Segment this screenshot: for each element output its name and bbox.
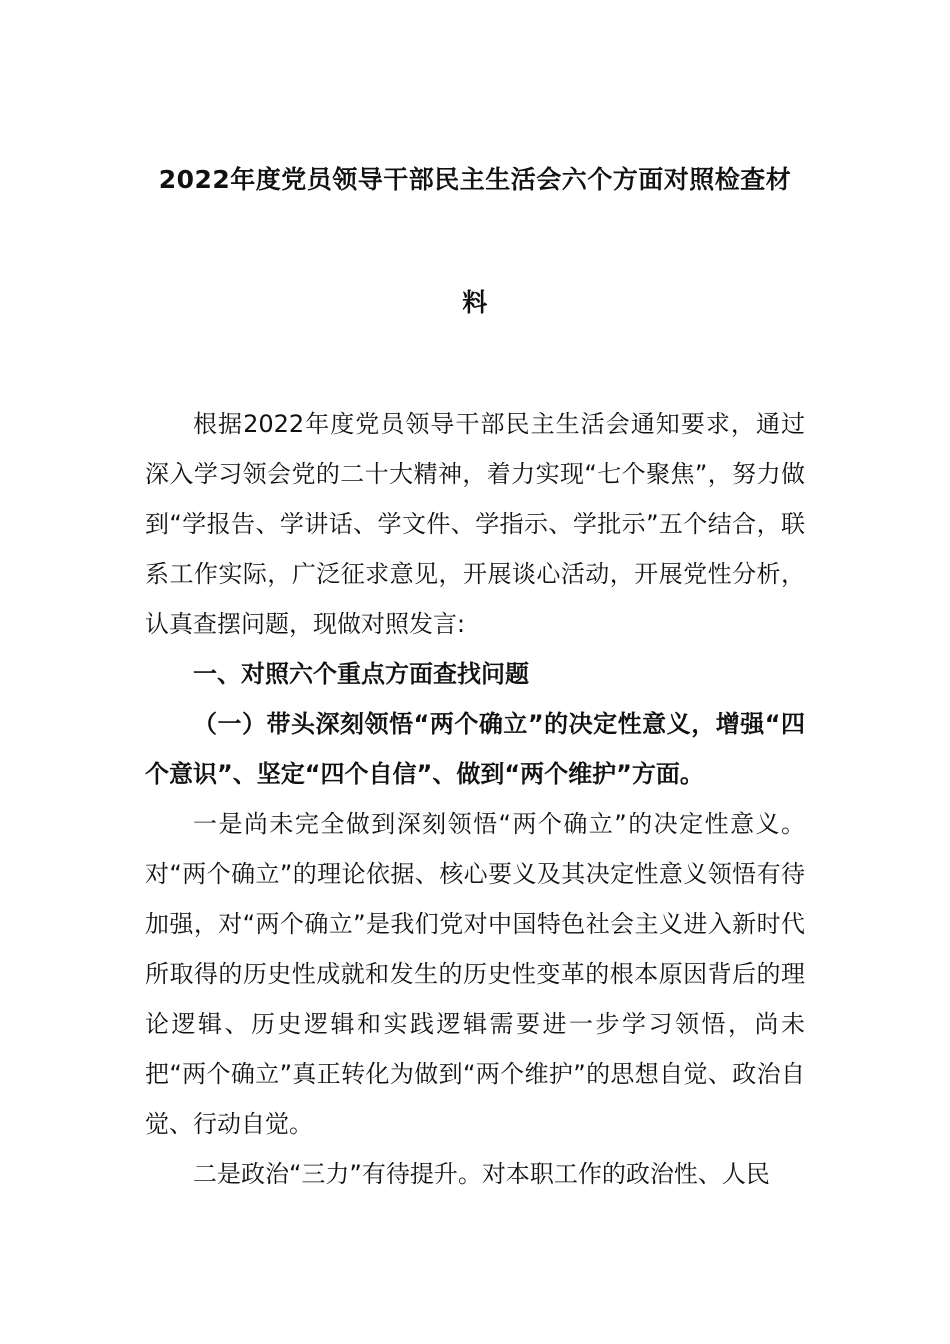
- body-paragraph-2: 二是政治“三力”有待提升。对本职工作的政治性、人民: [193, 1160, 770, 1188]
- body-paragraph-1: 一是尚未完全做到深刻领悟“两个确立”的决定性意义。对“两个确立”的理论依据、核心要义及其决定性意义领悟有待加强，对“两个确立”是我们党对中国特色社会主义进入新时代所取得的历史性成就和发生的历史性变革的根本原因背后的理论逻辑、历史逻辑和实践逻辑需要进一步学习领悟，尚未把“两个确立”真正转化为做到“两个维护”的思想自觉、政治自觉、行动自觉。: [145, 810, 805, 1138]
- intro-paragraph: 根据2022年度党员领导干部民主生活会通知要求，通过深入学习领会党的二十大精神，着力实现“七个聚焦”，努力做到“学报告、学讲话、学文件、学指示、学批示”五个结合，联系工作实际，广泛征求意见，开展谈心活动，开展党性分析，认真查摆问题，现做对照发言:: [145, 410, 805, 638]
- section-heading-1: 一、对照六个重点方面查找问题: [193, 660, 529, 688]
- document-title-line1: 2022年度党员领导干部民主生活会六个方面对照检查材: [158, 165, 792, 194]
- subsection-heading-1: （一）带头深刻领悟“两个确立”的决定性意义，增强“四个意识”、坚定“四个自信”、做到“两个维护”方面。: [145, 710, 805, 788]
- document-body: [145, 399, 805, 1199]
- document-title-line2: 料: [462, 288, 488, 317]
